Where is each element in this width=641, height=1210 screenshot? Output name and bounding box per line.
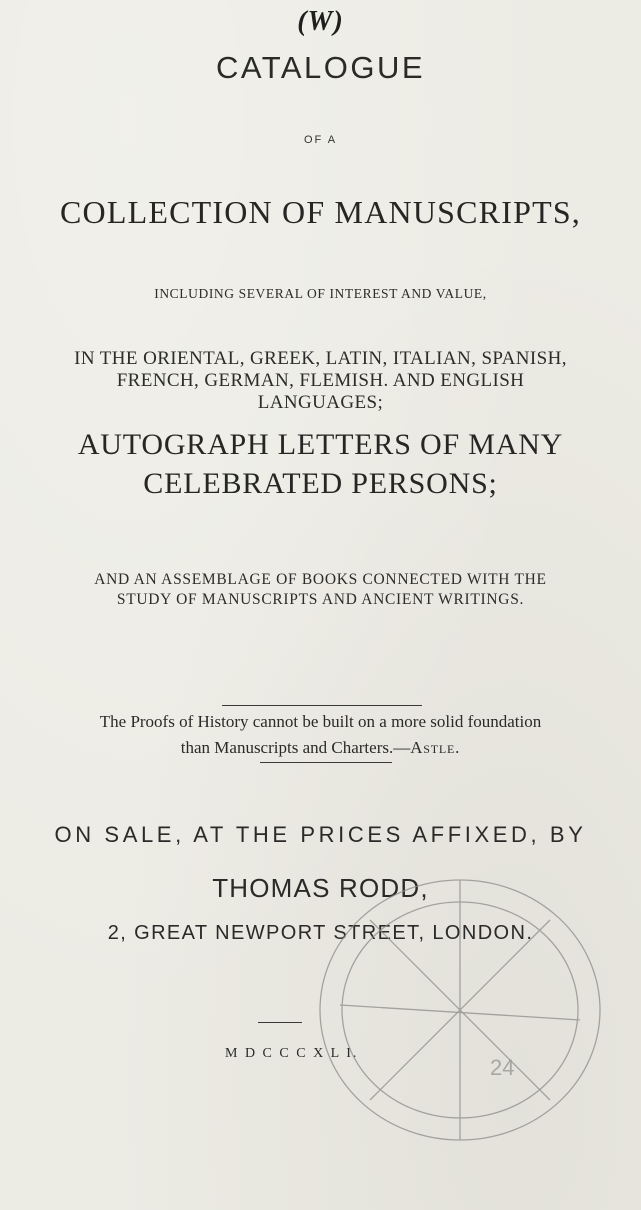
epigraph-attribution: Astle. (410, 738, 461, 757)
languages-block (0, 348, 641, 414)
autograph-line-1: AUTOGRAPH LETTERS OF MANY (77, 428, 564, 461)
assemblage-line-2: STUDY OF MANUSCRIPTS AND ANCIENT WRITINGS. (116, 591, 525, 608)
shelfmark: (W) (297, 6, 344, 37)
imprint-date: M D C C C X L I. (225, 1046, 359, 1061)
languages-line-1: IN THE ORIENTAL, GREEK, LATIN, ITALIAN, SPANISH, (74, 348, 567, 369)
catalogue-title: CATALOGUE (215, 50, 426, 85)
publisher-name: THOMAS RODD, (212, 873, 429, 903)
collection-heading: COLLECTION OF MANUSCRIPTS, (59, 194, 582, 230)
epigraph-line-1: The Proofs of History cannot be built on a more solid foundation (99, 712, 542, 731)
of-a-line: OF A (303, 134, 338, 146)
languages-line-2: FRENCH, GERMAN, FLEMISH. AND ENGLISH (116, 370, 525, 391)
date-rule (258, 1022, 302, 1023)
including-line: INCLUDING SEVERAL OF INTEREST AND VALUE, (154, 286, 487, 301)
autograph-line-2: CELEBRATED PERSONS; (143, 467, 498, 500)
stamp-number: 24 (490, 1055, 515, 1080)
library-stamp (310, 860, 630, 1160)
epigraph-top-rule (222, 705, 422, 706)
epigraph (0, 709, 641, 761)
sale-line: ON SALE, AT THE PRICES AFFIXED, BY (54, 822, 587, 847)
assemblage-line-1: AND AN ASSEMBLAGE OF BOOKS CONNECTED WITH THE (94, 571, 547, 588)
publisher-address: 2, GREAT NEWPORT STREET, LONDON. (107, 922, 534, 944)
assemblage-block (0, 570, 641, 610)
epigraph-text: than Manuscripts and Charters.— (180, 738, 411, 757)
epigraph-line-2 (0, 735, 641, 761)
autograph-heading (0, 425, 641, 503)
languages-line-3: LANGUAGES; (257, 392, 384, 413)
epigraph-bottom-rule (260, 762, 392, 763)
